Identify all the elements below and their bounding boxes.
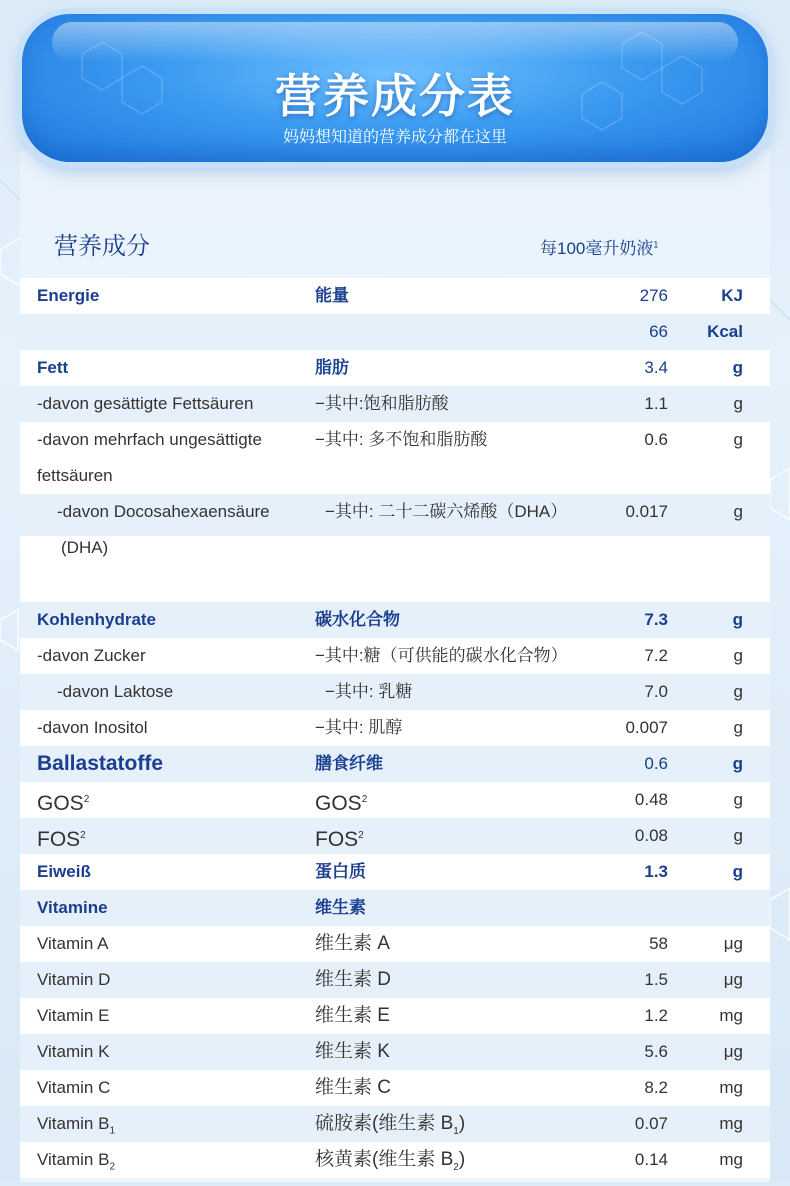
row-label-de: -davon Docosahexaensäure xyxy=(57,502,270,521)
row-label-zh: 硫胺素(维生素 $B_1$) xyxy=(315,1113,466,1137)
per-serving-label: 每100毫升奶液$^1$ xyxy=(540,239,659,258)
row-label-zh: −其中:饱和脂肪酸 xyxy=(315,394,449,413)
row-label-de: Vitamin C xyxy=(37,1078,111,1097)
row-label-de: FOS$^2$ xyxy=(37,828,86,851)
row-unit: g xyxy=(733,394,743,413)
row-label-zh: 核黄素(维生素 $B_2$) xyxy=(315,1149,466,1173)
row-unit: g xyxy=(733,682,743,701)
table-row xyxy=(20,998,770,1034)
row-unit: μg xyxy=(723,934,743,953)
row-label-de: -davon Laktose xyxy=(57,682,174,701)
title-banner xyxy=(22,14,768,162)
row-label-de: Vitamin A xyxy=(37,934,109,953)
row-label-de-line2: fettsäuren xyxy=(37,466,113,485)
table-row xyxy=(20,314,770,350)
row-label-zh: 膳食纤维 xyxy=(315,754,383,773)
table-row xyxy=(20,422,770,494)
row-value: 1.3 xyxy=(644,862,668,881)
table-row xyxy=(20,1142,770,1178)
table-row xyxy=(20,890,770,926)
page-subtitle: 妈妈想知道的营养成分都在这里 xyxy=(282,129,507,146)
table-row xyxy=(20,1106,770,1142)
table-row xyxy=(20,818,770,854)
row-value: 8.2 xyxy=(644,1078,668,1097)
row-label-de: Eiweiß xyxy=(37,862,91,881)
row-unit: mg xyxy=(719,1114,743,1133)
row-unit: g xyxy=(733,718,743,737)
row-value: 66 xyxy=(649,322,668,341)
row-value: 276 xyxy=(639,286,668,305)
row-value: 1.1 xyxy=(644,394,668,413)
section-title: 营养成分 xyxy=(54,233,150,260)
row-label-de: Vitamin $B_1$ xyxy=(37,1114,116,1137)
row-value: 7.0 xyxy=(644,682,668,701)
row-value: 0.07 xyxy=(634,1114,668,1133)
row-label-de-line2: (DHA) xyxy=(61,538,109,557)
row-unit: g xyxy=(732,358,743,377)
table-row xyxy=(20,638,770,674)
row-unit: mg xyxy=(719,1006,743,1025)
row-unit: mg xyxy=(719,1078,743,1097)
row-label-zh: 维生素 D xyxy=(315,969,392,990)
row-label-de: -davon Zucker xyxy=(37,646,146,665)
table-row xyxy=(20,1034,770,1070)
row-value: 0.08 xyxy=(634,826,668,845)
row-unit: Kcal xyxy=(707,322,743,341)
row-label-zh: FOS$^2$ xyxy=(315,828,364,851)
table-row xyxy=(20,494,770,602)
table-row xyxy=(20,854,770,890)
row-label-zh: 蛋白质 xyxy=(315,862,366,881)
row-unit: g xyxy=(732,862,743,881)
table-row xyxy=(20,1070,770,1106)
row-label-zh: GOS$^2$ xyxy=(315,792,368,815)
row-value: 0.007 xyxy=(625,718,668,737)
row-value: 0.6 xyxy=(644,754,668,773)
table-row xyxy=(20,674,770,710)
row-value: 1.5 xyxy=(644,970,668,989)
row-value: 0.14 xyxy=(634,1150,668,1169)
row-value: 7.2 xyxy=(644,646,668,665)
row-unit: g xyxy=(733,646,743,665)
row-label-de: -davon gesättigte Fettsäuren xyxy=(37,394,254,413)
row-label-zh: 碳水化合物 xyxy=(315,610,400,629)
row-value: 3.4 xyxy=(644,358,668,377)
nutrition-table xyxy=(20,278,770,1178)
row-label-zh: −其中:糖（可供能的碳水化合物） xyxy=(315,646,568,665)
row-value: 58 xyxy=(649,934,668,953)
row-unit: KJ xyxy=(721,286,743,305)
row-label-zh: 脂肪 xyxy=(315,358,349,377)
row-label-de: GOS$^2$ xyxy=(37,792,90,815)
row-label-zh: −其中: 二十二碳六烯酸（DHA） xyxy=(325,502,568,521)
row-label-zh: 维生素 E xyxy=(315,1005,390,1026)
row-label-zh: 能量 xyxy=(315,286,349,305)
row-value: 1.2 xyxy=(644,1006,668,1025)
row-label-zh: 维生素 K xyxy=(315,1041,390,1062)
row-value: 5.6 xyxy=(644,1042,668,1061)
row-unit: g xyxy=(733,502,743,521)
row-label-de: Energie xyxy=(37,286,100,305)
row-label-zh: −其中: 肌醇 xyxy=(315,718,403,737)
row-value: 0.48 xyxy=(634,790,668,809)
row-unit: g xyxy=(733,430,743,449)
row-label-de: Vitamin $B_2$ xyxy=(37,1150,116,1173)
row-value: 7.3 xyxy=(644,610,668,629)
row-label-zh: 维生素 A xyxy=(315,933,390,954)
row-label-zh: −其中: 乳糖 xyxy=(325,682,413,701)
row-value: 0.6 xyxy=(644,430,668,449)
row-label-de: Vitamin D xyxy=(37,970,111,989)
page-title: 营养成分表 xyxy=(275,70,515,122)
row-label-de: -davon mehrfach ungesättigte xyxy=(37,430,262,449)
row-label-de: Ballastatoffe xyxy=(37,752,164,775)
table-row xyxy=(20,278,770,314)
row-label-de: Vitamin E xyxy=(37,1006,110,1025)
row-unit: μg xyxy=(723,970,743,989)
row-label-de: Kohlenhydrate xyxy=(37,610,157,629)
row-label-de: Fett xyxy=(37,358,69,377)
row-unit: g xyxy=(732,754,743,773)
row-label-de: Vitamine xyxy=(37,898,108,917)
row-label-zh: 维生素 C xyxy=(315,1077,392,1098)
row-label-zh: 维生素 xyxy=(315,898,366,917)
row-unit: g xyxy=(732,610,743,629)
table-row xyxy=(20,746,770,782)
row-unit: g xyxy=(733,790,743,809)
row-unit: mg xyxy=(719,1150,743,1169)
table-row xyxy=(20,386,770,422)
table-row xyxy=(20,926,770,962)
row-unit: g xyxy=(733,826,743,845)
row-label-de: -davon Inositol xyxy=(37,718,148,737)
row-value: 0.017 xyxy=(625,502,668,521)
table-row xyxy=(20,602,770,638)
table-row xyxy=(20,962,770,998)
row-label-de: Vitamin K xyxy=(37,1042,110,1061)
table-row xyxy=(20,710,770,746)
table-row xyxy=(20,350,770,386)
row-unit: μg xyxy=(723,1042,743,1061)
row-label-zh: −其中: 多不饱和脂肪酸 xyxy=(315,430,488,449)
table-row xyxy=(20,782,770,818)
